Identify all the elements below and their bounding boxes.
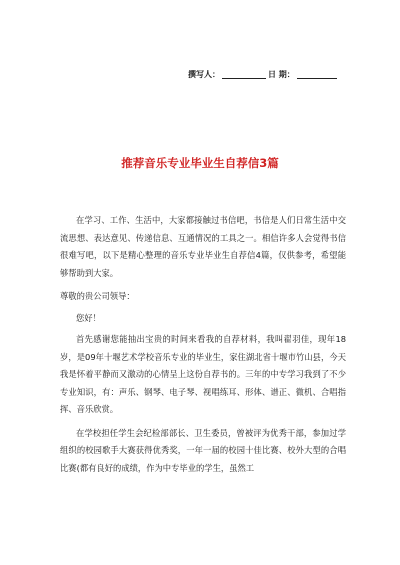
salutation: 尊敬的贵公司领导：	[60, 291, 135, 301]
body-paragraph-school-roles: 在学校担任学生会纪检部部长、卫生委员，曾被评为优秀干部，参加过学组织的校园歌手大赛获得优秀奖，一年一届的校园十佳比赛、校外大型的合唱比赛(都有良好的成绩，作为中专毕业的学生，虽然工	[60, 427, 346, 473]
author-date-line	[188, 69, 337, 80]
body-paragraph-self-intro: 首先感谢您能抽出宝贵的时间来看我的自荐材料，我叫翟羽佳，现年18岁，是09年十堰艺术学校音乐专业的毕业生，家住湖北省十堰市竹山县，今天我是怀着平静而又激动的心情呈上这份自荐书的。三年的中专学习我到了不少专业知识，有：声乐、钢琴、电子琴、视唱练耳、形体、谱正、微机、合唱指挥、音乐欣赏。	[60, 334, 346, 414]
document-title: 推荐音乐专业毕业生自荐信3篇	[121, 156, 279, 170]
author-blank	[222, 70, 266, 79]
intro-paragraph: 在学习、工作、生活中，大家都接触过书信吧，书信是人们日常生活中交流思想、表达意见、传递信息、互通情况的工具之一。相信许多人会觉得书信很难写吧，以下是精心整理的音乐专业毕业生自荐信4篇，仅供参考，希望能够帮助到大家。	[60, 215, 346, 278]
author-label: 撰写人：	[188, 70, 220, 79]
greeting: 您好！	[76, 312, 101, 323]
document-body	[60, 212, 346, 477]
date-blank	[297, 70, 337, 79]
date-label: 日 期：	[268, 70, 295, 79]
